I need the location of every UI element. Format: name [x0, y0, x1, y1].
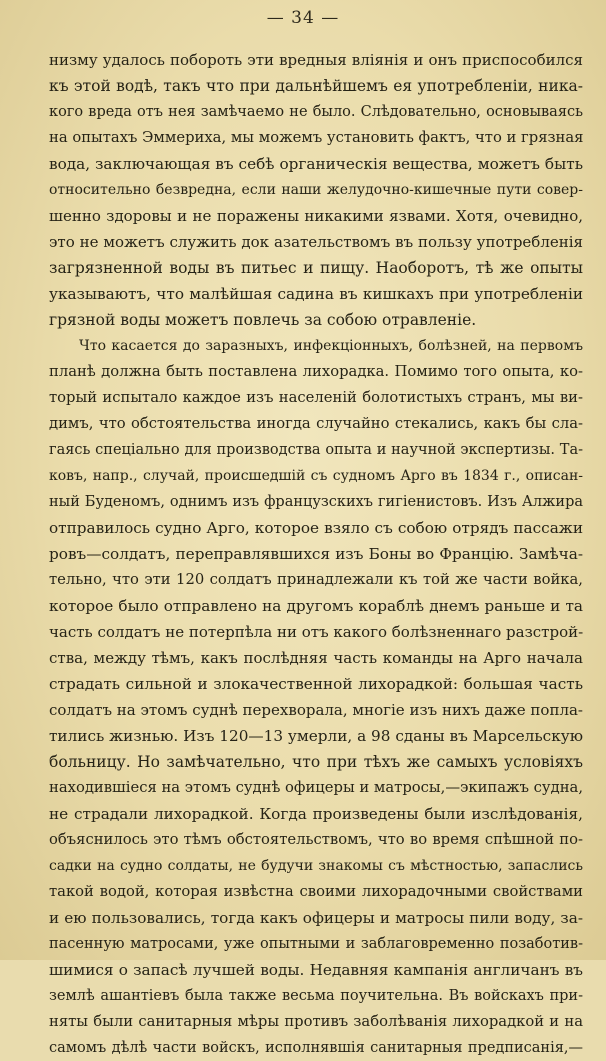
text-line: ковъ, напр., случай, происшедшій съ судномъ Арго въ 1834 г., описан-: [49, 468, 583, 484]
text-line: пасенную матросами, уже опытными и заблаговременно позаботив-: [49, 936, 583, 952]
page-number: — 34 —: [266, 8, 340, 28]
text-line: страдать сильной и злокачественной лихорадкой: большая часть: [49, 675, 583, 693]
text-line: гаясь спеціально для производства опыта и научной экспертизы. Та-: [49, 442, 583, 458]
text-line: не страдали лихорадкой. Когда произведены были изслѣдованія,: [49, 805, 583, 823]
text-line: садки на судно солдаты, не будучи знакомы съ мѣстностью, запаслись: [49, 858, 583, 874]
text-line: димъ, что обстоятельства иногда случайно стекались, какъ бы сла-: [49, 415, 583, 432]
text-line: тились жизнью. Изъ 120—13 умерли, а 98 сданы въ Марсельскую: [49, 727, 583, 745]
text-line: часть солдатъ не потерпѣла ни отъ какого болѣзненнаго разстрой-: [49, 623, 584, 641]
text-line: такой водой, которая извѣстна своими лихорадочными свойствами: [49, 883, 583, 900]
paragraph: [49, 47, 583, 333]
text-line: больницу. Но замѣчательно, что при тѣхъ же самыхъ условіяхъ: [49, 753, 583, 771]
text-line: и ею пользовались, тогда какъ офицеры и матросы пили воду, за-: [49, 909, 583, 927]
text-line: Что касается до заразныхъ, инфекціонныхъ, болѣзней, на первомъ: [79, 338, 583, 354]
text-line: шимися о запасѣ лучшей воды. Недавняя кампанія англичанъ въ: [49, 961, 583, 979]
text-line: няты были санитарныя мѣры противъ заболѣванія лихорадкой и на: [49, 1013, 583, 1030]
text-line: тельно, что эти 120 солдатъ принадлежали къ той же части войка,: [49, 571, 583, 588]
text-line: солдатъ на этомъ суднѣ перехворала, многіе изъ нихъ даже попла-: [49, 701, 583, 719]
text-line: ровъ—солдатъ, переправлявшихся изъ Боны во Францію. Замѣча-: [49, 545, 583, 563]
paragraph: [49, 333, 583, 1061]
text-line: объяснилось это тѣмъ обстоятельствомъ, что во время спѣшной по-: [49, 831, 583, 848]
text-line: шенно здоровы и не поражены никакими язвами. Хотя, очевидно,: [49, 207, 583, 225]
text-line: ный Буденомъ, однимъ изъ французскихъ гигіенистовъ. Изъ Алжира: [49, 494, 583, 510]
text-line: находившіеся на этомъ суднѣ офицеры и матросы,—экипажъ судна,: [49, 779, 584, 796]
text-line: отправилось судно Арго, которое взяло съ собою отрядъ пассажи: [49, 519, 583, 537]
text-line: низму удалось побороть эти вредныя вліянія и онъ приспособился: [49, 51, 583, 69]
text-line: которое было отправлено на другомъ кораблѣ днемъ раньше и та: [49, 597, 583, 615]
text-line: планѣ должна быть поставлена лихорадка. Помимо того опыта, ко-: [49, 363, 583, 380]
text-line: это не можетъ служить док азательствомъ въ пользу употребленія: [49, 233, 583, 251]
text-line: на опытахъ Эммериха, мы можемъ установить фактъ, что и грязная: [49, 129, 584, 146]
text-line: грязной воды можетъ повлечь за собою отравленіе.: [49, 311, 477, 329]
text-line: загрязненной воды въ питьес и пищу. Наоборотъ, тѣ же опыты: [49, 259, 583, 277]
text-line: вода, заключающая въ себѣ органическія вещества, можетъ быть: [49, 155, 583, 173]
text-line: указываютъ, что малѣйшая садина въ кишкахъ при употребленіи: [49, 285, 583, 303]
text-line: относительно безвредна, если наши желудочно-кишечные пути совер-: [49, 182, 583, 198]
text-line: самомъ дѣлѣ части войскъ, исполнявшія санитарныя предписанія,—: [49, 1040, 583, 1056]
text-line: кого вреда отъ нея замѣчаемо не было. Слѣдовательно, основываясь: [49, 104, 583, 120]
page-body-text: [49, 47, 583, 1061]
text-line: ства, между тѣмъ, какъ послѣдняя часть команды на Арго начала: [49, 649, 583, 667]
text-line: торый испытало каждое изъ населеній болотистыхъ странъ, мы ви-: [49, 389, 583, 406]
text-line: къ этой водѣ, такъ что при дальнѣйшемъ ея употребленіи, ника-: [49, 77, 583, 95]
text-line: землѣ ашантіевъ была также весьма поучительна. Въ войскахъ при-: [49, 988, 583, 1004]
